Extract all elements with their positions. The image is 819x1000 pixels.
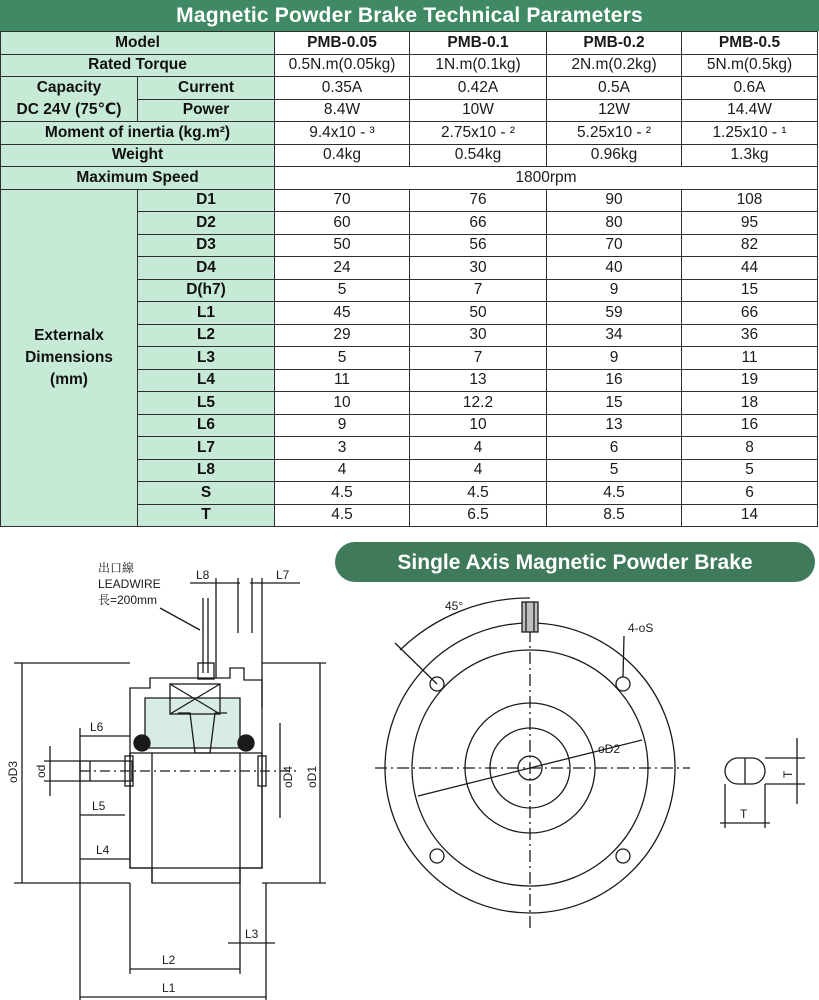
table-cell: 9 (547, 347, 682, 370)
dim-label-d2: oD2 (598, 742, 621, 756)
table-cell: 0.6A (682, 77, 818, 100)
dim-label-l5: L5 (92, 799, 106, 813)
capacity-label-line2: DC 24V (75℃) (16, 101, 122, 118)
table-cell: 70 (547, 234, 682, 257)
leadwire-grommet (198, 663, 214, 679)
table-cell: 6 (682, 482, 818, 505)
dim-name: L5 (138, 392, 275, 415)
holes-label: 4-oS (628, 621, 654, 635)
table-cell: 15 (547, 392, 682, 415)
table-cell: 5N.m(0.5kg) (682, 54, 818, 77)
table-cell: 24 (275, 257, 410, 280)
table-cell: 0.5A (547, 77, 682, 100)
table-cell: 10 (410, 414, 547, 437)
dim-name: D2 (138, 212, 275, 235)
leadwire-length: 長=200mm (98, 593, 158, 607)
table-cell: 4.5 (275, 504, 410, 527)
table-cell: 90 (547, 189, 682, 212)
weight-label: Weight (1, 144, 275, 167)
keyway-detail (720, 738, 805, 828)
dim-name: D3 (138, 234, 275, 257)
dim-label-d1: oD1 (305, 765, 319, 788)
table-cell: 30 (410, 257, 547, 280)
table-cell: 12W (547, 99, 682, 122)
model-name: PMB-0.2 (547, 32, 682, 55)
table-cell: 29 (275, 324, 410, 347)
dim-label-l8: L8 (196, 568, 210, 582)
table-cell: 36 (682, 324, 818, 347)
table-cell: 5 (547, 459, 682, 482)
table-cell: 45 (275, 302, 410, 325)
bolt-hole (616, 849, 630, 863)
bearing (134, 735, 150, 751)
table-row (1, 32, 818, 55)
table-cell: 59 (547, 302, 682, 325)
table-cell: 80 (547, 212, 682, 235)
model-label: Model (1, 32, 275, 55)
table-cell: 0.96kg (547, 144, 682, 167)
table-cell: 44 (682, 257, 818, 280)
max-speed-label: Maximum Speed (1, 167, 275, 190)
holes-leader (623, 636, 624, 677)
page-title: Magnetic Powder Brake Technical Parameters (0, 0, 819, 31)
drawing-title: Single Axis Magnetic Powder Brake (397, 551, 753, 574)
dim-name: L7 (138, 437, 275, 460)
table-cell: 40 (547, 257, 682, 280)
dimensions-label-line1: Externalx (34, 326, 104, 344)
table-cell: 76 (410, 189, 547, 212)
model-name: PMB-0.5 (682, 32, 818, 55)
table-cell: 19 (682, 369, 818, 392)
coil-section (145, 698, 240, 748)
table-cell: 4.5 (547, 482, 682, 505)
table-cell: 6.5 (410, 504, 547, 527)
table-cell: 4 (410, 459, 547, 482)
table-cell: 70 (275, 189, 410, 212)
table-cell: 9 (547, 279, 682, 302)
table-cell: 11 (682, 347, 818, 370)
table-cell: 9 (275, 414, 410, 437)
table-cell: 0.35A (275, 77, 410, 100)
dim-label-d4: oD4 (281, 765, 295, 788)
current-label: Current (138, 77, 275, 100)
front-view (375, 598, 690, 928)
dim-name: L3 (138, 347, 275, 370)
dimensions-label (1, 189, 138, 527)
table-row (1, 189, 818, 212)
table-cell: 0.54kg (410, 144, 547, 167)
bolt-hole (616, 677, 630, 691)
dim-name: S (138, 482, 275, 505)
table-cell: 34 (547, 324, 682, 347)
leadwire-label-en: LEADWIRE (98, 577, 161, 591)
table-cell: 50 (410, 302, 547, 325)
table-cell: 13 (547, 414, 682, 437)
table-cell: 2N.m(0.2kg) (547, 54, 682, 77)
table-cell: 0.5N.m(0.05kg) (275, 54, 410, 77)
technical-drawing (0, 538, 819, 1000)
table-cell: 5 (275, 347, 410, 370)
table-cell: 0.42A (410, 77, 547, 100)
dim-label-t-horizontal: T (740, 807, 748, 821)
body-drum (130, 753, 262, 868)
dim-label-t-vertical: T (781, 770, 795, 778)
table-cell: 3 (275, 437, 410, 460)
dim-label-l3: L3 (245, 927, 259, 941)
table-cell: 8.5 (547, 504, 682, 527)
capacity-label (1, 77, 138, 122)
table-cell: 50 (275, 234, 410, 257)
table-cell: 5.25x10 - ² (547, 122, 682, 145)
power-label: Power (138, 99, 275, 122)
table-cell: 15 (682, 279, 818, 302)
table-cell: 108 (682, 189, 818, 212)
angle-label: 45° (445, 599, 464, 613)
dim-name: T (138, 504, 275, 527)
dim-name: L8 (138, 459, 275, 482)
table-cell: 95 (682, 212, 818, 235)
table-cell: 7 (410, 347, 547, 370)
dim-name: D(h7) (138, 279, 275, 302)
inertia-label: Moment of inertia (kg.m²) (1, 122, 275, 145)
table-cell: 56 (410, 234, 547, 257)
table-cell: 7 (410, 279, 547, 302)
table-row (1, 77, 818, 100)
dim-name: L6 (138, 414, 275, 437)
table-cell: 60 (275, 212, 410, 235)
table-cell: 66 (682, 302, 818, 325)
table-cell: 14 (682, 504, 818, 527)
table-cell: 11 (275, 369, 410, 392)
dimensions-label-line3: (mm) (50, 370, 88, 388)
table-row (1, 122, 818, 145)
dim-name: D1 (138, 189, 275, 212)
table-cell: 8 (682, 437, 818, 460)
table-cell: 9.4x10 - ³ (275, 122, 410, 145)
table-cell: 0.4kg (275, 144, 410, 167)
table-cell: 66 (410, 212, 547, 235)
table-cell: 4.5 (410, 482, 547, 505)
table-row (1, 54, 818, 77)
table-cell: 4 (410, 437, 547, 460)
dim-label-d: od (34, 764, 48, 778)
table-cell: 8.4W (275, 99, 410, 122)
table-cell: 1N.m(0.1kg) (410, 54, 547, 77)
front-leadwire (522, 602, 538, 632)
table-cell: 1.3kg (682, 144, 818, 167)
table-cell: 13 (410, 369, 547, 392)
dim-label-l7: L7 (276, 568, 290, 582)
capacity-label-line1: Capacity (36, 79, 102, 96)
table-cell: 5 (682, 459, 818, 482)
table-cell: 4.5 (275, 482, 410, 505)
leadwire-label-jp: 出口線 (98, 561, 135, 575)
dim-name: D4 (138, 257, 275, 280)
model-name: PMB-0.05 (275, 32, 410, 55)
dim-name: L1 (138, 302, 275, 325)
table-cell: 18 (682, 392, 818, 415)
dim-name: L4 (138, 369, 275, 392)
model-name: PMB-0.1 (410, 32, 547, 55)
bolt-hole (430, 849, 444, 863)
table-cell: 2.75x10 - ² (410, 122, 547, 145)
table-cell: 5 (275, 279, 410, 302)
dim-label-l2: L2 (162, 953, 176, 967)
table-cell: 10 (275, 392, 410, 415)
table-cell: 82 (682, 234, 818, 257)
dim-label-l1: L1 (162, 981, 176, 995)
leadwire-leader (160, 608, 200, 630)
table-cell: 6 (547, 437, 682, 460)
side-view (6, 560, 326, 1000)
dim-name: L2 (138, 324, 275, 347)
table-cell: 14.4W (682, 99, 818, 122)
table-cell: 1.25x10 - ¹ (682, 122, 818, 145)
bearing (238, 735, 254, 751)
table-cell: 4 (275, 459, 410, 482)
dim-label-d3: oD3 (6, 760, 20, 783)
table-cell: 10W (410, 99, 547, 122)
table-row (1, 144, 818, 167)
dimensions-label-line2: Dimensions (25, 348, 113, 366)
rated-torque-label: Rated Torque (1, 54, 275, 77)
dim-label-l4: L4 (96, 843, 110, 857)
table-cell: 30 (410, 324, 547, 347)
table-cell: 12.2 (410, 392, 547, 415)
parameters-table (0, 31, 818, 527)
max-speed-value: 1800rpm (275, 167, 818, 190)
table-cell: 16 (682, 414, 818, 437)
table-row (1, 167, 818, 190)
dim-label-l6: L6 (90, 720, 104, 734)
table-cell: 16 (547, 369, 682, 392)
